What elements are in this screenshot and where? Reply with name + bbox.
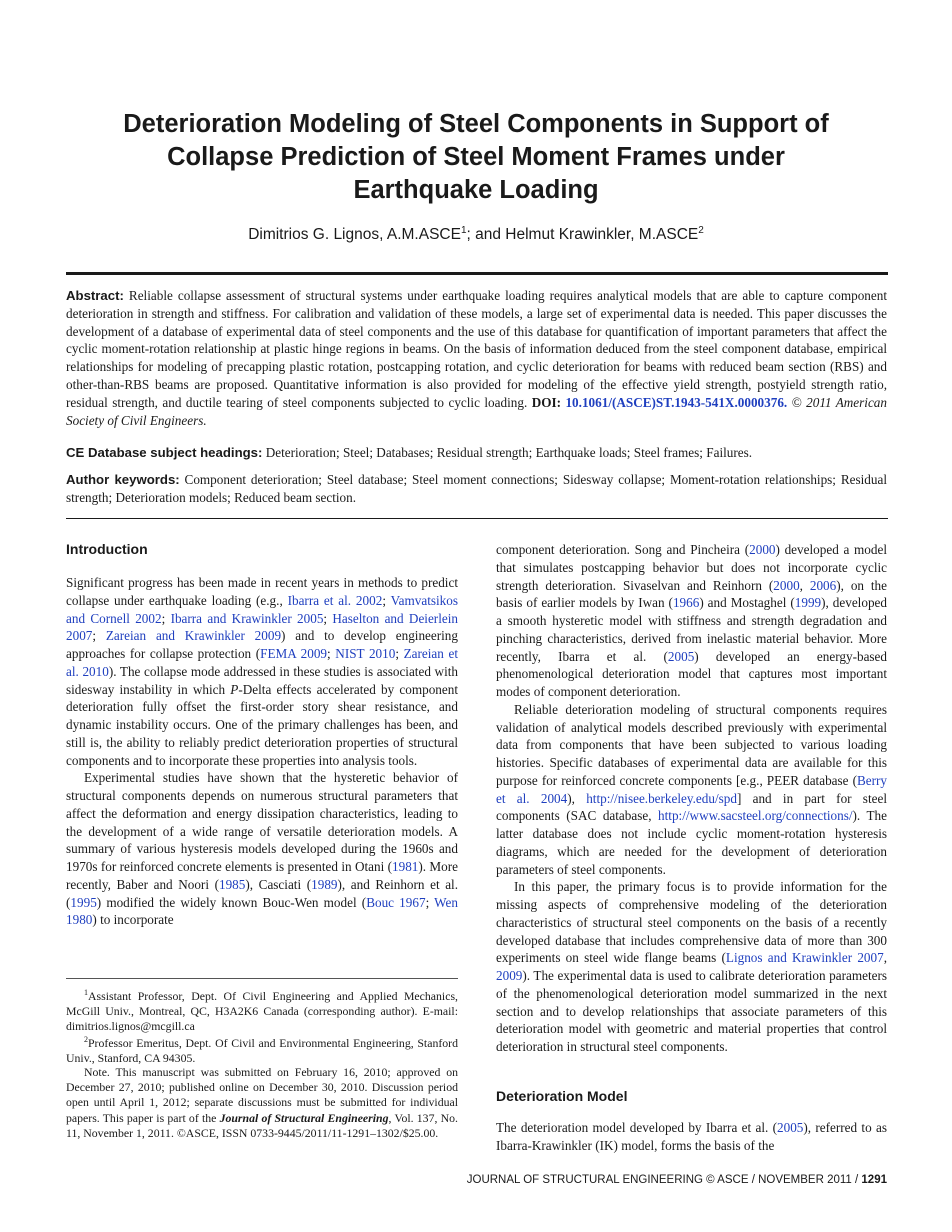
text-run: ; <box>92 628 106 644</box>
citation-link[interactable]: 2000 <box>749 542 776 557</box>
citation-link[interactable]: Bouc 1967 <box>366 894 426 910</box>
footnote-1 <box>66 985 458 1035</box>
citation-link[interactable]: 1989 <box>311 876 338 892</box>
text-run: ). The latter database does not include cyclic moment-rotation hysteresis diagrams, which are needed for the development of deterioration parameters of steel components. <box>496 808 888 877</box>
right-paragraph-3 <box>496 878 887 1056</box>
paper-title <box>66 108 886 207</box>
copyright: © 2011 American Society of Civil Engineers. <box>66 394 887 428</box>
intro-paragraph-1 <box>66 574 458 769</box>
title-line-1: Deterioration Modeling of Steel Components in Support of <box>123 110 829 138</box>
text-run: -Delta effects accelerated by component deterioration fully offset the first-order story shear resistance, and dynamic instability occurs. One of the primary challenges has been, and still is, the ability to reliably predict deterioration properties of structural components and to incorporate these properties into analysis tools. <box>66 681 458 768</box>
citation-link[interactable]: 1999 <box>794 595 822 611</box>
text-run: ) and Mostaghel ( <box>699 595 795 611</box>
author-2: ; and Helmut Krawinkler, M.ASCE <box>466 226 699 244</box>
text-run: ; <box>161 610 171 626</box>
text-run: Experimental studies have shown that the hysteretic behavior of structural components depends on numerous structural parameters that affect the deformation and energy dissipation characteristics, leading to the development of a wide range of versatile deterioration models. A summary of various hysteresis models developed during the 1960s and 1970s for reinforced concrete elements is presented in Otani ( <box>66 770 458 874</box>
text-run: ), <box>567 790 587 806</box>
doi-label: DOI: <box>531 394 561 410</box>
footnote-text: Assistant Professor, Dept. Of Civil Engineering and Applied Mechanics, McGill Univ., Montreal, QC, H3A2K6 Canada (corresponding author). E-mail: dimitrios.lignos@mcgill.ca <box>66 988 458 1034</box>
url-link[interactable]: http://nisee.berkeley.edu/spd <box>586 790 737 806</box>
text-run: ) to incorporate <box>92 912 174 928</box>
footnote-mark: 1 <box>84 988 88 997</box>
text-run: The deterioration model developed by Ibarra et al. ( <box>496 1120 777 1135</box>
citation-link[interactable]: Ibarra and Krawinkler 2005 <box>170 610 324 626</box>
keywords-label: Author keywords: <box>66 472 180 487</box>
text-run: component deterioration. Song and Pincheira ( <box>496 542 750 557</box>
abstract <box>66 287 887 429</box>
citation-link[interactable]: Haselton and Deierlein 2007 <box>66 610 458 644</box>
author-keywords <box>66 471 887 507</box>
citation-link[interactable]: 1966 <box>672 595 700 611</box>
text-run: ] and in part for steel components (SAC database, <box>496 790 887 824</box>
text-run: ) and to develop engineering approaches for collapse protection ( <box>66 628 458 661</box>
footnote-rule <box>66 978 458 979</box>
footer-text: JOURNAL OF STRUCTURAL ENGINEERING © ASCE / NOVEMBER 2011 / <box>466 1174 862 1186</box>
abstract-rule <box>66 518 888 519</box>
citation-link[interactable]: Vamvatsikos and Cornell 2002 <box>66 592 458 626</box>
section-heading-deterioration-model: Deterioration Model <box>496 1088 628 1104</box>
citation-link[interactable]: 2005 <box>667 648 695 664</box>
text-run: ; <box>323 610 333 626</box>
text-run: In this paper, the primary focus is to provide information for the missing aspects of comprehensive modeling of the deterioration characteristics of structural steel components on the basis of a recently developed database that includes comprehensive data of more than 300 experiments on steel wide flange beams ( <box>496 879 887 966</box>
text-run: ), and Reinhorn et al. ( <box>66 876 459 910</box>
text-run: ; <box>395 646 404 661</box>
right-paragraph-2 <box>496 701 887 879</box>
text-run: , <box>799 577 810 593</box>
citation-link[interactable]: Zareian et al. 2010 <box>66 646 458 679</box>
title-line-3: Earthquake Loading <box>353 176 599 204</box>
intro-paragraph-2 <box>66 769 458 929</box>
citation-link[interactable]: 2009 <box>496 968 523 983</box>
ce-headings-label: CE Database subject headings: <box>66 445 263 460</box>
text-run: Significant progress has been made in recent years in methods to predict collapse under earthquake loading (e.g., <box>66 575 458 608</box>
ce-headings-text: Deterioration; Steel; Databases; Residual strength; Earthquake loads; Steel frames; Failures. <box>262 445 753 460</box>
keywords-text: Component deterioration; Steel database; Steel moment connections; Sidesway collapse; Moment-rotation relationships; Residual strength; Deterioration models; Reduced beam section. <box>66 472 887 505</box>
text-run: ), Casciati ( <box>245 876 312 892</box>
header-rule <box>66 272 888 275</box>
right-column <box>496 541 887 1056</box>
model-paragraph-1 <box>496 1119 887 1155</box>
author-line <box>66 221 886 245</box>
citation-link[interactable]: 1995 <box>70 894 97 910</box>
manuscript-note <box>66 1065 458 1141</box>
text-run: ; <box>327 646 336 661</box>
journal-name: Journal of Structural Engineering <box>219 1110 389 1125</box>
note-text: Note. This manuscript was submitted on February 16, 2010; approved on December 27, 2010; published online on December 30, 2010. Discussion period open until April 1, 2012; separate discussions must be submitted for individual papers. This paper is part of the <box>66 1065 458 1125</box>
footnote-text: Professor Emeritus, Dept. Of Civil and Environmental Engineering, Stanford Univ., Stanford, CA 94305. <box>66 1035 458 1066</box>
text-run: ), developed a smooth hysteretic model with stiffness and strength degradation and pinching characteristics, derived from inelastic material behavior. More recently, Ibarra et al. ( <box>496 595 887 664</box>
text-run: ) developed a model that simulates postcapping behavior but does not incorporate cyclic strength deterioration. Sivaselvan and Reinhorn ( <box>496 542 887 593</box>
text-run: ; <box>382 592 391 608</box>
ce-subject-headings <box>66 444 887 462</box>
url-link[interactable]: http://www.sacsteel.org/connections/ <box>658 808 853 824</box>
citation-link[interactable]: FEMA 2009 <box>260 646 328 661</box>
citation-link[interactable]: 2000 <box>773 577 800 593</box>
abstract-label: Abstract: <box>66 288 124 303</box>
text-run: ). The experimental data is used to calibrate deterioration parameters of the phenomenological deterioration model summarized in the next section and to develop relationships that associate parameters of this deterioration model with geometric and material properties that control deterioration in structural steel components. <box>496 968 887 1054</box>
footnote-2 <box>66 1032 458 1066</box>
text-run: ; <box>425 894 435 910</box>
citation-link[interactable]: NIST 2010 <box>335 646 396 661</box>
text-run: ). The collapse mode addressed in these studies is associated with sidesway instability in which <box>66 663 458 697</box>
citation-link[interactable]: 1985 <box>218 876 246 892</box>
text-run: ) modified the widely known Bouc-Wen model ( <box>96 894 367 910</box>
title-line-2: Collapse Prediction of Steel Moment Frames under <box>167 143 785 171</box>
italic-symbol: P <box>230 681 239 697</box>
citation-link[interactable]: Lignos and Krawinkler 2007 <box>725 950 884 966</box>
page-footer <box>467 1174 887 1186</box>
text-run: ), on the basis of earlier models by Iwan ( <box>496 577 888 611</box>
text-run: ) developed an energy-based phenomenological deterioration model that captures most important modes of component deterioration. <box>496 648 887 699</box>
text-run: , <box>883 950 887 966</box>
author-1: Dimitrios G. Lignos, A.M.ASCE <box>248 226 461 244</box>
citation-link[interactable]: 2006 <box>809 577 837 593</box>
author-1-affil: 1 <box>460 225 467 236</box>
citation-link[interactable]: Berry et al. 2004 <box>496 772 887 806</box>
section-heading-introduction: Introduction <box>66 541 148 557</box>
left-column <box>66 574 458 929</box>
model-column <box>496 1119 887 1155</box>
citation-link[interactable]: 2005 <box>777 1120 804 1135</box>
citation-link[interactable]: Zareian and Krawinkler 2009 <box>105 628 282 644</box>
text-run: Reliable deterioration modeling of structural components requires validation of analytical models described previously with experimental data from components that have been subjected to various loading histories. Specific databases of experimental data are available for this purpose for reinforced concrete components [e.g., PEER database ( <box>496 701 887 788</box>
citation-link[interactable]: 1981 <box>392 859 419 874</box>
doi-link[interactable]: 10.1061/(ASCE)ST.1943-541X.0000376. <box>565 394 788 410</box>
citation-link[interactable]: Wen 1980 <box>66 894 458 928</box>
right-paragraph-1 <box>496 541 887 701</box>
text-run: ), referred to as Ibarra-Krawinkler (IK) model, forms the basis of the <box>496 1120 887 1153</box>
citation-link[interactable]: Ibarra et al. 2002 <box>287 592 383 608</box>
author-2-affil: 2 <box>698 225 704 236</box>
text-run: ). More recently, Baber and Noori ( <box>66 859 458 892</box>
page-number: 1291 <box>861 1174 887 1186</box>
abstract-text: Reliable collapse assessment of structural systems under earthquake loading requires analytical models that are able to capture component deterioration in strength and stiffness. For calibration and validation of these models, a large set of experimental data is needed. This paper discusses the development of a database of experimental data of steel components and the use of this database for quantification of important parameters that affect the cyclic moment-rotation relationship at plastic hinge regions in beams. On the basis of information deduced from the steel component database, empirical relationships for modeling of precapping plastic rotation, postcapping rotation, and cyclic deterioration for beams with reduced beam section (RBS) and other-than-RBS beams are proposed. Quantitative information is also provided for modeling of the effective yield strength, postyield strength ratio, residual strength, and ductile tearing of steel components subjected to cyclic loading. <box>66 288 887 410</box>
footnote-mark: 2 <box>84 1035 88 1044</box>
note-text: , Vol. 137, No. 11, November 1, 2011. ©ASCE, ISSN 0733-9445/2011/11-1291–1302/$25.00. <box>66 1110 458 1140</box>
